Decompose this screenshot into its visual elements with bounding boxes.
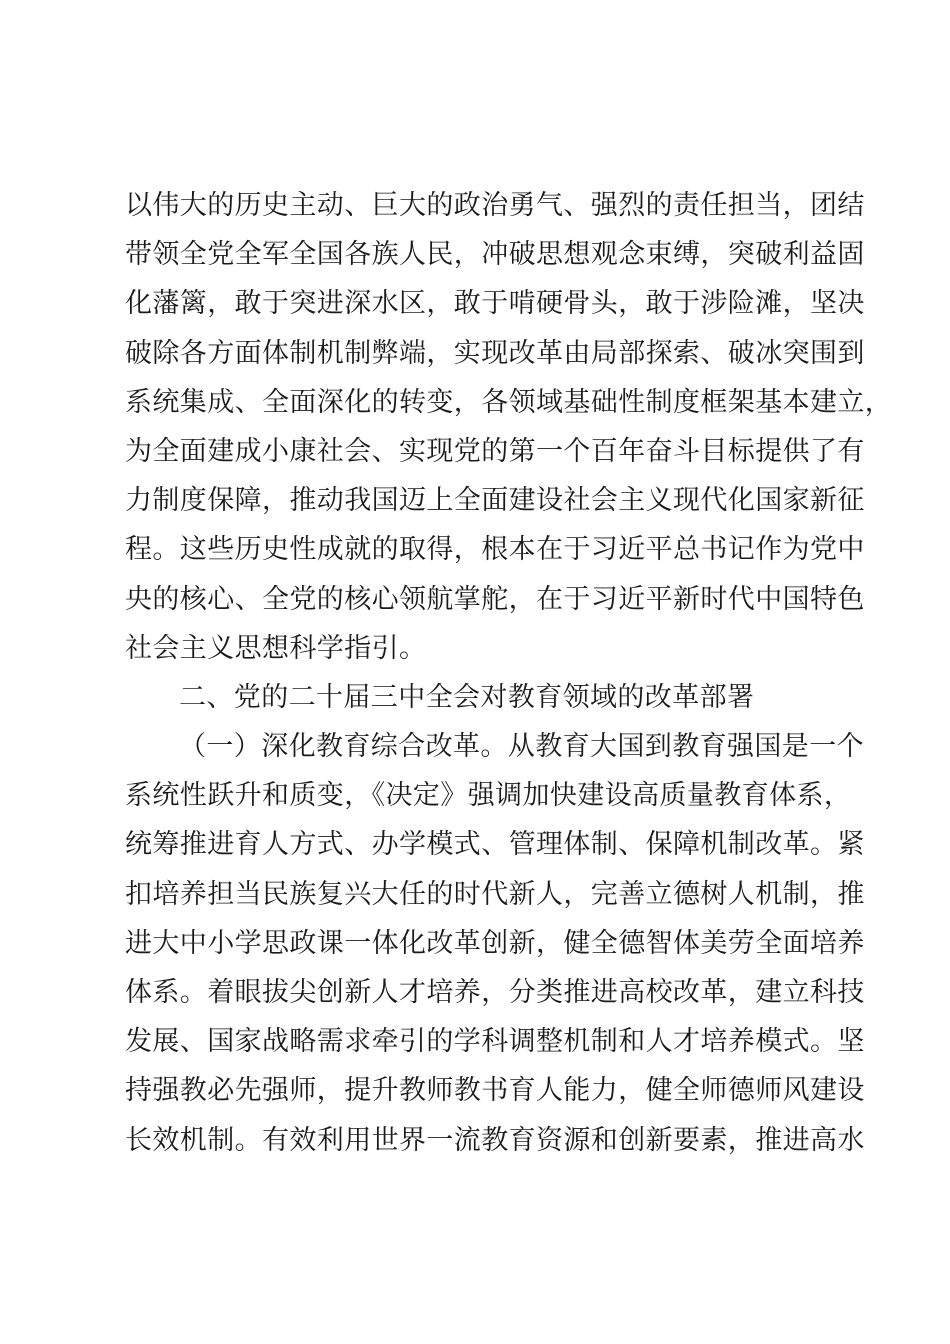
section-heading: 二、党的二十届三中全会对教育领域的改革部署	[179, 681, 755, 713]
text-line-9: 央的核心、全党的核心领航掌舵，在于习近平新时代中国特色	[125, 583, 865, 615]
text-line-17: 体系。着眼拔尖创新人才培养，分类推进高校改革，建立科技	[125, 977, 865, 1008]
text-line-7: 力制度保障，推动我国迈上全面建设社会主义现代化国家新征	[125, 485, 865, 517]
text-line-20: 长效机制。有效利用世界一流教育资源和创新要素，推进高水	[125, 1124, 865, 1156]
text-line-14: 统筹推进育人方式、办学模式、管理体制、保障机制改革。紧	[125, 829, 865, 861]
text-line-6: 为全面建成小康社会、实现党的第一个百年奋斗目标提供了有	[125, 435, 865, 467]
text-line-13: 系统性跃升和质变，《决定》强调加快建设高质量教育体系，	[125, 780, 852, 812]
text-line-2: 带领全党全军全国各族人民，冲破思想观念束缚，突破利益固	[125, 239, 865, 271]
text-line-1: 以伟大的历史主动、巨大的政治勇气、强烈的责任担当，团结	[125, 190, 865, 221]
text-line-4: 破除各方面体制机制弊端，实现改革由局部探索、破冰突围到	[125, 337, 865, 369]
text-line-10: 社会主义思想科学指引。	[125, 632, 427, 664]
subsection-first-line: （一）深化教育综合改革。从教育大国到教育强国是一个	[179, 731, 864, 763]
text-line-19: 持强教必先强师，提升教师教书育人能力，健全师德师风建设	[125, 1075, 865, 1107]
text-line-8: 程。这些历史性成就的取得，根本在于习近平总书记作为党中	[125, 534, 865, 566]
text-line-15: 扣培养担当民族复兴大任的时代新人，完善立德树人机制，推	[125, 878, 865, 910]
text-line-16: 进大中小学思政课一体化改革创新，健全德智体美劳全面培养	[125, 927, 865, 959]
text-line-5: 系统集成、全面深化的转变，各领域基础性制度框架基本建立，	[125, 386, 893, 418]
body-text	[125, 181, 893, 1165]
text-line-18: 发展、国家战略需求牵引的学科调整机制和人才培养模式。坚	[125, 1026, 865, 1058]
text-line-3: 化藩篱，敢于突进深水区，敢于啃硬骨头，敢于涉险滩，坚决	[125, 288, 865, 320]
